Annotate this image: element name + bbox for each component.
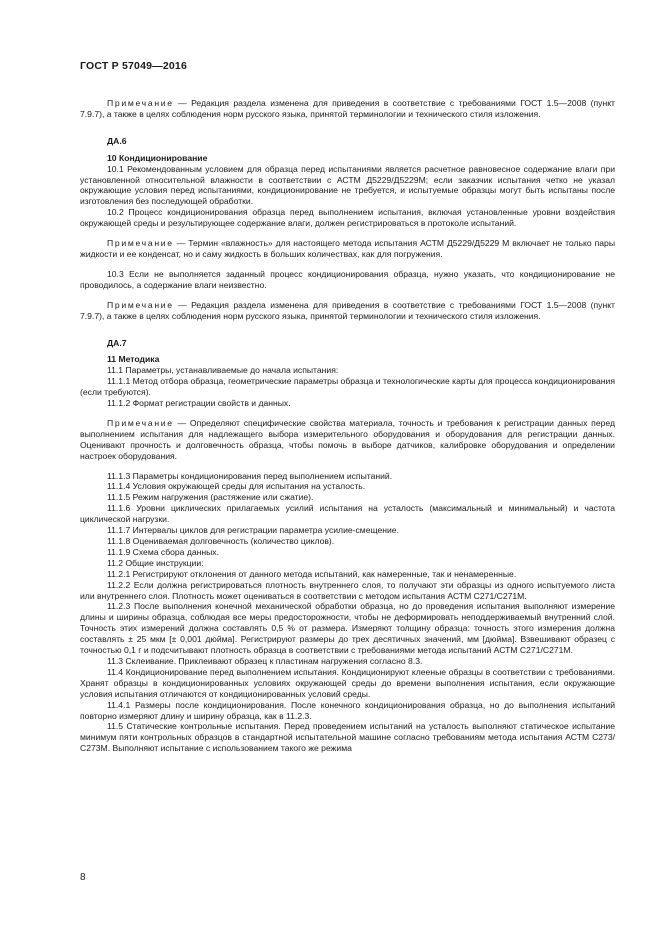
spacer [80, 291, 615, 300]
note-label: Примечание [107, 299, 174, 310]
spacer [80, 409, 615, 418]
note-paragraph [80, 238, 615, 260]
section-heading: ДА.7 [107, 337, 127, 348]
paragraph: 11.1.4 Условия окружающей среды для испытания на усталость. [107, 481, 366, 492]
spacer [80, 322, 615, 338]
paragraph: 11.1.3 Параметры кондиционирования перед выполнением испытаний. [107, 470, 393, 481]
note-paragraph [80, 418, 615, 462]
note-text: — Редакция раздела изменена для приведения в соответствие с требованиями ГОСТ 1.5—2008 (пункт 7.9.7), а также в целях соблюдения норм русского языка, принятой терминологии и технического стиля изложения. [80, 299, 615, 321]
paragraph: 11.3 Склеивание. Приклеивают образец к пластинам нагружения согласно 8.3. [107, 655, 423, 666]
note-text: — Термин «влажность» для настоящего метода испытания АСТМ Д5229/Д5229 М включает не только пары жидкости и ее конденсат, но и саму жидкость в больших количествах, как для погружения. [80, 238, 615, 259]
note-label: Примечание [107, 417, 174, 428]
paragraph: 10.2 Процесс кондиционирования образца перед выполнением испытания, включая установленные уровни воздействия окружающей среды и результирующее содержание влаги, должен регистрироваться в протоколе испытаний. [80, 207, 615, 229]
paragraph: 11.5 Статические контрольные испытания. Перед проведением испытаний на усталость выполняют статическое испытание минимум пяти контрольных образцов в стандартной испытательной машине согласно требованиям метода испытания АСТМ С273/С273М. Выполняют испытание с использованием такого же режима [80, 721, 615, 754]
paragraph: 11.1.1 Метод отбора образца, геометрические параметры образца и технологические карты для процесса кондиционирования (если требуются). [80, 376, 615, 398]
paragraph: 11.1 Параметры, устанавливаемые до начала испытания: [107, 365, 339, 376]
paragraph: 11.2.1 Регистрируют отклонения от данного метода испытаний, как намеренные, так и ненамеренные. [107, 568, 517, 579]
section-heading: ДА.6 [107, 135, 127, 146]
spacer [80, 120, 615, 136]
paragraph: 10.3 Если не выполняется заданный процесс кондиционирования образца, нужно указать, что кондиционирование не проводилось, а содержание влаги неизвестно. [80, 268, 615, 290]
note-label: Примечание [107, 238, 174, 249]
paragraph: 11.1.5 Режим нагружения (растяжение или сжатие). [107, 492, 314, 503]
paragraph: 11.2.3 После выполнения конечной механической обработки образца, но до проведения испытания выполняют измерение длины и ширины образца, соблюдая все меры предосторожности, чтобы не деформировать неподдерживаемый внутренний слой. Точность этих измерений должна составлять 0,5 % от размера. Измеряют толщину образца: точность этого измерения должна составлять ± 25 мкм [± 0,001 дюйма]. Регистрируют размеры до трех десятичных значений, мм [дюйма]. Взвешивают образец с точностью 0,1 г и подсчитывают плотность образца в соответствии с требованиями метода испытаний АСТМ С271/С271М. [80, 601, 615, 656]
paragraph: 11.2 Общие инструкции: [107, 557, 204, 568]
note-text: — Определяют специфические свойства материала, точность и требования к регистрации данных перед выполнением испытания для надлежащего выбора измерительного оборудования и оборудования для регистрации данных. Оценивают прочность и долговечность образца, чтобы помочь в выборе датчиков, калибровке оборудования и определении настроек оборудования. [80, 417, 615, 461]
section-heading: 11 Методика [107, 354, 160, 365]
spacer [80, 229, 615, 238]
spacer [80, 462, 615, 471]
spacer [80, 260, 615, 269]
paragraph: 11.1.9 Схема сбора данных. [107, 546, 219, 557]
note-paragraph [80, 300, 615, 322]
document-code-header: ГОСТ Р 57049—2016 [80, 60, 188, 72]
document-body [80, 98, 615, 754]
section-heading: 10 Кондиционирование [107, 152, 208, 163]
paragraph: 11.1.6 Уровни циклических прилагаемых усилий испытания на усталость (максимальный и минимальный) и частота циклической нагрузки. [80, 503, 615, 525]
paragraph: 11.1.7 Интервалы циклов для регистрации параметра усилие-смещение. [107, 525, 399, 536]
paragraph: 11.4.1 Размеры после кондиционирования. После конечного кондиционирования образца, но до выполнения испытаний повторно измеряют длину и ширину образца, как в 11.2.3. [80, 699, 615, 721]
note-text: — Редакция раздела изменена для приведения в соответствие с требованиями ГОСТ 1.5—2008 (пункт 7.9.7), а также в целях соблюдения норм русского языка, принятой терминологии и технического стиля изложения. [80, 98, 615, 119]
paragraph: 11.1.8 Оцениваемая долговечность (количество циклов). [107, 536, 335, 546]
paragraph: 11.1.2 Формат регистрации свойств и данных. [107, 398, 291, 409]
note-label: Примечание [107, 98, 174, 108]
note-paragraph [80, 98, 615, 120]
page-number: 8 [80, 872, 86, 883]
paragraph: 10.1 Рекомендованным условием для образца перед испытаниями является расчетное равновесное содержание влаги при установленной относительной влажности в соответствии с АСТМ Д5229/Д5229М; если заказчик испытания четко не указал окружающие условия перед испытаниями, кондиционирование не требуется, и испытуемые образцы могут быть испытаны после изготовления без последующей обработки. [80, 163, 615, 207]
paragraph: 11.4 Кондиционирование перед выполнением испытания. Кондиционируют клееные образцы в соответствии с требованиями. Хранят образцы в кондиционированных условиях окружающей среды до времени выполнения испытания, если окружающие условия испытания отличаются от кондиционированных условий среды. [80, 666, 615, 699]
paragraph: 11.2.2 Если должна регистрироваться плотность внутреннего слоя, то получают эти образцы из одного испытуемого листа или внутреннего слоя. Плотность может оцениваться в соответствии с методом испытания АСТМ С271/С271М. [80, 579, 615, 601]
